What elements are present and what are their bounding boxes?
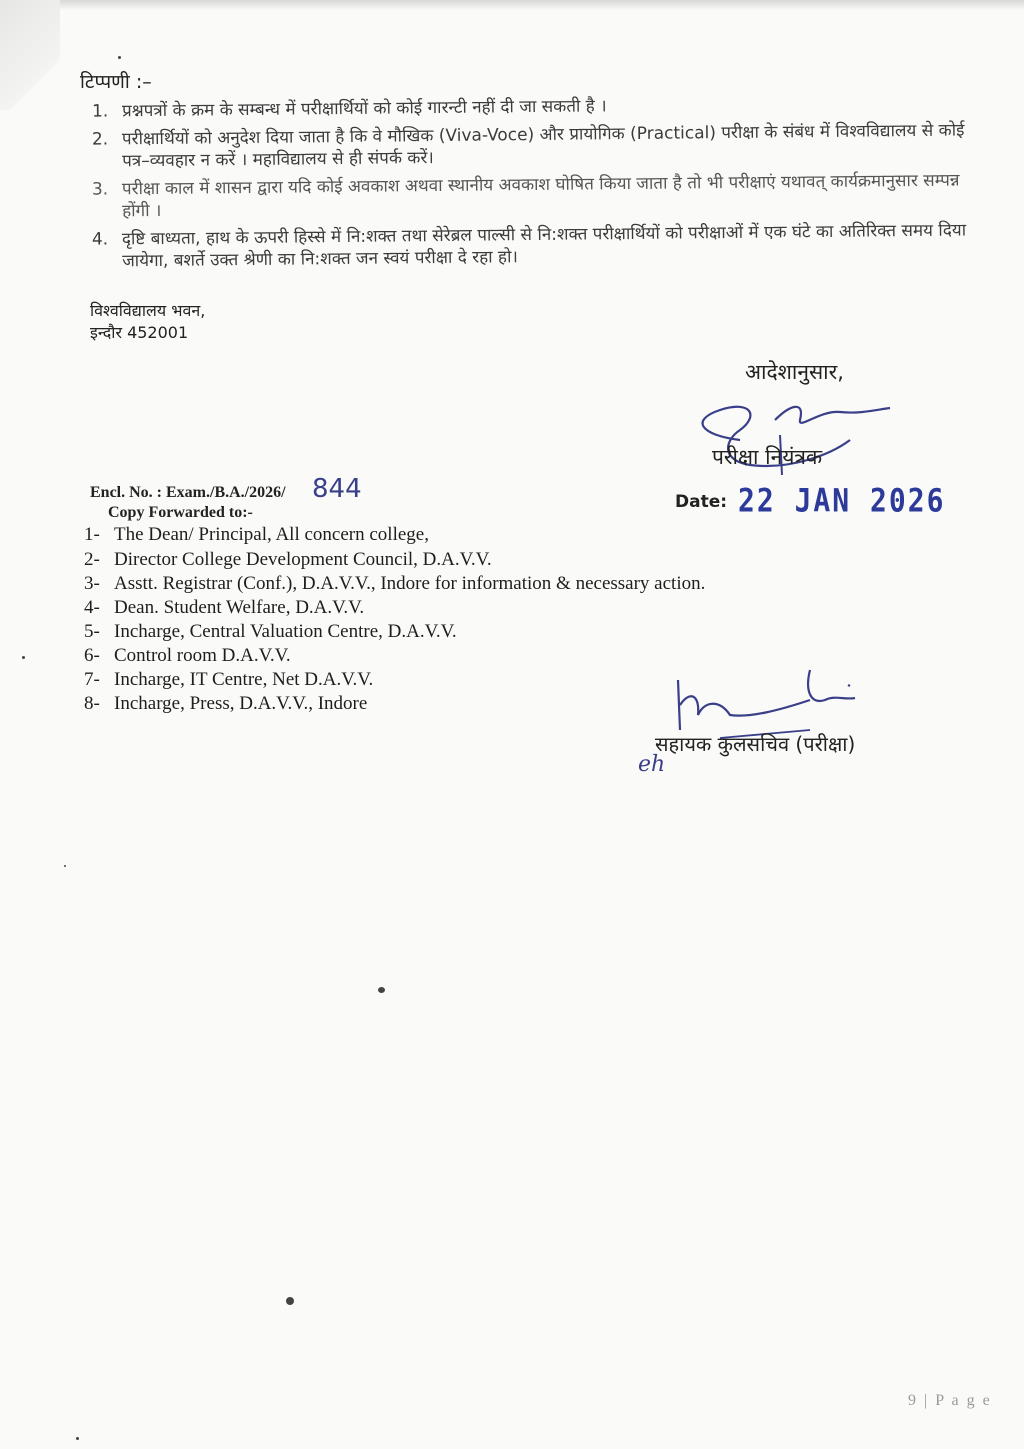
distribution-item (84, 573, 705, 595)
registrar-signature (660, 660, 890, 740)
note-number: 4. (91, 229, 109, 250)
signature-graphic (660, 660, 890, 740)
distribution-number: 1- (84, 524, 100, 545)
scan-speck (378, 987, 385, 993)
scan-speck (118, 56, 121, 59)
distribution-item (84, 621, 457, 643)
address-line-2: इन्दौर 452001 (90, 323, 189, 342)
controller-designation: परीक्षा नियंत्रक (712, 445, 823, 469)
registrar-designation: सहायक कुलसचिव (परीक्षा) (655, 732, 856, 756)
scan-speck (64, 865, 66, 867)
distribution-text: Asstt. Registrar (Conf.), D.A.V.V., Indore for information & necessary action. (114, 573, 706, 594)
distribution-item (84, 524, 429, 546)
distribution-item (84, 645, 291, 667)
order-by-text: आदेशानुसार, (745, 360, 844, 384)
note-text: परीक्षा काल में शासन द्वारा यदि कोई अवकाश अथवा स्थानीय अवकाश घोषित किया जाता है तो भी परीक्षाएं यथावत् कार्यक्रमानुसार सम्पन्न होंगी । (121, 170, 960, 222)
scan-speck (76, 1437, 79, 1440)
distribution-text: Control room D.A.V.V. (114, 645, 291, 666)
note-number: 3. (91, 179, 109, 200)
distribution-number: 8- (84, 693, 100, 714)
distribution-text: Incharge, Central Valuation Centre, D.A.V.V. (114, 621, 457, 642)
note-number: 2. (91, 129, 109, 150)
distribution-text: Incharge, IT Centre, Net D.A.V.V. (114, 669, 374, 690)
distribution-item (84, 669, 373, 691)
enclosure-number: Encl. No. : Exam./B.A./2026/ (90, 484, 286, 501)
distribution-item (84, 693, 367, 715)
distribution-text: Dean. Student Welfare, D.A.V.V. (114, 597, 365, 618)
distribution-number: 7- (84, 669, 100, 690)
scan-speck (22, 656, 25, 659)
distribution-text: The Dean/ Principal, All concern college, (114, 524, 429, 545)
note-item (92, 219, 982, 272)
date-stamp: 22 JAN 2026 (738, 481, 946, 520)
distribution-item (84, 549, 492, 571)
university-address (90, 300, 205, 344)
page-fold (0, 0, 60, 110)
distribution-number: 6- (84, 645, 100, 666)
note-text: परीक्षार्थियों को अनुदेश दिया जाता है कि वे मौखिक (Viva-Voce) और प्रायोगिक (Practical) परीक्षा के संबंध में विश्वविद्यालय से कोई पत्र–व्यवहार न करें । महाविद्यालय से ही संपर्क करें। (121, 120, 965, 172)
enclosure-handwritten-number: 844 (312, 474, 362, 504)
note-text: दृष्टि बाध्यता, हाथ के ऊपरी हिस्से में नि:शक्त तथा सेरेब्रल पाल्सी से नि:शक्त परीक्षार्थियों को परीक्षाओं में एक घंटे का अतिरिक्त समय दिया जायेगा, बशर्ते उक्त श्रेणी का नि:शक्त जन स्वयं परीक्षा दे रहा हो। (121, 220, 967, 272)
distribution-number: 5- (84, 621, 100, 642)
note-number: 1. (91, 101, 109, 122)
scan-speck (286, 1297, 294, 1305)
distribution-number: 3- (84, 573, 100, 594)
address-line-1: विश्वविद्यालय भवन, (90, 301, 206, 320)
note-item (92, 91, 982, 122)
distribution-number: 4- (84, 597, 100, 618)
distribution-text: Incharge, Press, D.A.V.V., Indore (114, 693, 368, 714)
copy-forwarded-heading: Copy Forwarded to:- (108, 504, 253, 521)
distribution-number: 2- (84, 549, 100, 570)
note-text: प्रश्नपत्रों के क्रम के सम्बन्ध में परीक्षार्थियों को कोई गारन्टी नहीं दी जा सकती है । (121, 96, 607, 122)
distribution-text: Director College Development Council, D.A.V.V. (114, 549, 492, 570)
date-label: Date: (675, 492, 728, 512)
notes-title: टिप्पणी :– (80, 71, 152, 93)
page-top-edge (0, 0, 1024, 10)
note-item (92, 119, 982, 172)
note-item (92, 169, 982, 222)
page-number: 9 | P a g e (908, 1392, 992, 1409)
handwritten-initials: eh (638, 752, 666, 777)
distribution-item (84, 597, 364, 619)
